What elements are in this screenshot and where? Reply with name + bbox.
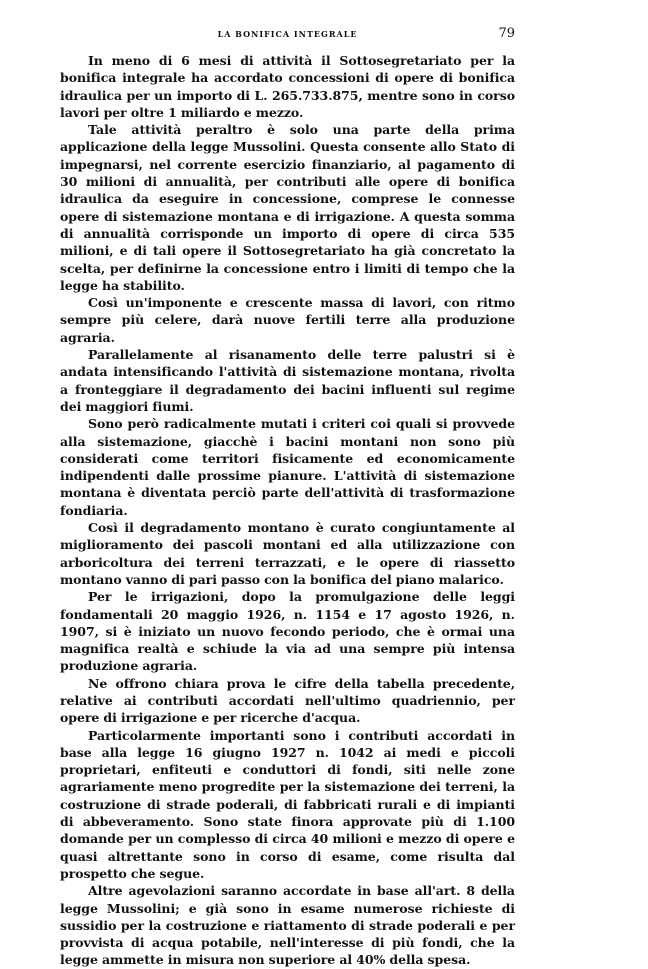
- body-text: [60, 52, 515, 969]
- paragraph: Per le irrigazioni, dopo la promulgazione delle leggi fondamentali 20 maggio 1926, n. 1154 e 17 agosto 1926, n. 1907, si è iniziato un nuovo fecondo periodo, che è ormai una magnifica realtà e schiude la via ad una sempre più intensa produzione agraria.: [60, 589, 515, 674]
- page-header: [60, 28, 515, 46]
- paragraph: In meno di 6 mesi di attività il Sottosegretariato per la bonifica integrale ha accordato concessioni di opere di bonifica idraulica per un importo di L. 265.733.875, mentre sono in corso lavori per oltre 1 miliardo e mezzo.: [60, 53, 515, 120]
- page-number: 79: [498, 26, 515, 41]
- paragraph: Ne offrono chiara prova le cifre della tabella precedente, relative ai contributi accordati nell'ultimo quadriennio, per opere di irrigazione e per ricerche d'acqua.: [60, 675, 515, 726]
- running-title: LA BONIFICA INTEGRALE: [217, 29, 358, 39]
- paragraph: Sono però radicalmente mutati i criteri coi quali si provvede alla sistemazione, giacchè i bacini montani non sono più considerati come territori fisicamente ed economicamente indipendenti dalle prossime pianure. L'attività di sistemazione montana è diventata perciò parte dell'attività di trasformazione fondiaria.: [60, 416, 515, 518]
- paragraph: Così un'imponente e crescente massa di lavori, con ritmo sempre più celere, darà nuove fertili terre alla produzione agraria.: [60, 295, 515, 345]
- paragraph: Tale attività peraltro è solo una parte della prima applicazione della legge Mussolini. Questa consente allo Stato di impegnarsi, nel corrente esercizio finanziario, al pagamento di 30 milioni di annualità, per contributi alle opere di bonifica idraulica da eseguire in concessione, comprese le connesse opere di sistemazione montana e di irrigazione. A questa somma di annualità corrisponde un importo di opere di circa 535 milioni, e di tali opere il Sottosegretariato ha già concretato la scelta, per definirne la concessione entro i limiti di tempo che la legge ha stabilito.: [60, 122, 515, 293]
- paragraph: Così il degradamento montano è curato congiuntamente al miglioramento dei pascoli montani ed alla utilizzazione con arboricoltura dei terreni terrazzati, e le opere di riassetto montano vanno di pari passo con la bonifica del piano malarico.: [60, 520, 515, 587]
- paragraph: Altre agevolazioni saranno accordate in base all'art. 8 della legge Mussolini; e già sono in esame numerose richieste di sussidio per la costruzione e riattamento di strade poderali e per provvista di acqua potabile, nell'interesse di più fondi, che la legge ammette in misura non superiore al 40% della spesa.: [60, 883, 515, 968]
- paragraph: Particolarmente importanti sono i contributi accordati in base alla legge 16 giugno 1927 n. 1042 ai medi e piccoli proprietari, enfiteuti e conduttori di fondi, siti nelle zone agrariamente meno progredite per la sistemazione dei terreni, la costruzione di strade poderali, di fabbricati rurali e di impianti di abbeveramento. Sono state finora approvate più di 1.100 domande per un complesso di circa 40 milioni e mezzo di opere e quasi altrettante sono in corso di esame, come risulta dal prospetto che segue.: [60, 727, 515, 881]
- paragraph: Parallelamente al risanamento delle terre palustri si è andata intensificando l'attività di sistemazione montana, rivolta a fronteggiare il degradamento dei bacini influenti sul regime dei maggiori fiumi.: [60, 347, 515, 414]
